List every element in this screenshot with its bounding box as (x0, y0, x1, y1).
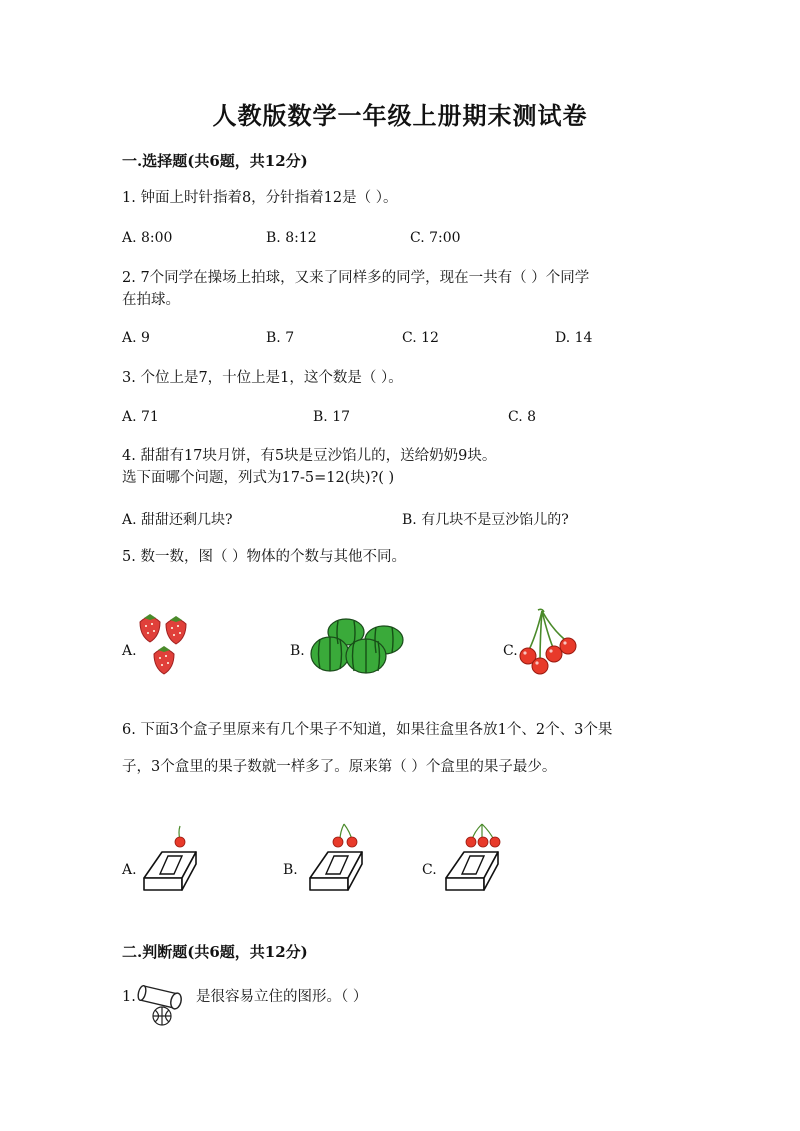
q1-option-a: A. 8:00 (122, 230, 173, 246)
q2-option-a: A. 9 (122, 330, 150, 346)
box-b-picture (306, 820, 370, 894)
q1-option-b: B. 8:12 (266, 230, 317, 246)
question-4-line1: 4. 甜甜有17块月饼，有5块是豆沙馅儿的，送给奶奶9块。 (122, 448, 497, 464)
q6-option-c: C. (422, 862, 437, 878)
judge-1-number: 1. (122, 989, 136, 1005)
q2-option-b: B. 7 (266, 330, 295, 346)
q5-option-b: B. (290, 643, 305, 659)
strawberries-picture (136, 610, 192, 676)
question-2-line2: 在拍球。 (122, 292, 180, 308)
q2-option-d: D. 14 (555, 330, 593, 346)
box-a-picture (140, 822, 204, 894)
box-c-picture (442, 820, 506, 894)
q1-option-c: C. 7:00 (410, 230, 461, 246)
q6-option-a: A. (122, 862, 137, 878)
section-heading-judge: 二.判断题(共6题，共12分) (122, 943, 308, 961)
cylinder-ball-picture (138, 978, 192, 1026)
q2-option-c: C. 12 (402, 330, 439, 346)
question-2-line1: 2. 7个同学在操场上拍球，又来了同样多的同学，现在一共有（ ）个同学 (122, 270, 590, 286)
q6-option-b: B. (283, 862, 298, 878)
cherries-picture (518, 606, 582, 676)
question-6-line2: 子，3个盒里的果子数就一样多了。原来第（ ）个盒里的果子最少。 (122, 759, 557, 775)
q3-option-a: A. 71 (122, 409, 159, 425)
q3-option-c: C. 8 (508, 409, 537, 425)
question-4-line2: 选下面哪个问题，列式为17-5=12(块)?( ) (122, 470, 395, 486)
q5-option-c: C. (503, 643, 518, 659)
watermelons-picture (310, 618, 406, 676)
section-heading-choice: 一.选择题(共6题，共12分) (122, 152, 308, 170)
judge-1-text: 是很容易立住的图形。（ ） (196, 989, 368, 1005)
question-1: 1. 钟面上时针指着8，分针指着12是（ ）。 (122, 190, 398, 206)
q3-option-b: B. 17 (313, 409, 351, 425)
question-3: 3. 个位上是7，十位上是1，这个数是（ ）。 (122, 370, 403, 386)
question-5: 5. 数一数，图（ ）物体的个数与其他不同。 (122, 549, 407, 565)
q4-option-a: A. 甜甜还剩几块? (122, 512, 233, 528)
q5-option-a: A. (122, 643, 137, 659)
question-6-line1: 6. 下面3个盒子里原来有几个果子不知道，如果往盒里各放1个、2个、3个果 (122, 722, 613, 738)
q4-option-b: B. 有几块不是豆沙馅儿的? (402, 512, 569, 528)
page-title: 人教版数学一年级上册期末测试卷 (212, 101, 588, 130)
